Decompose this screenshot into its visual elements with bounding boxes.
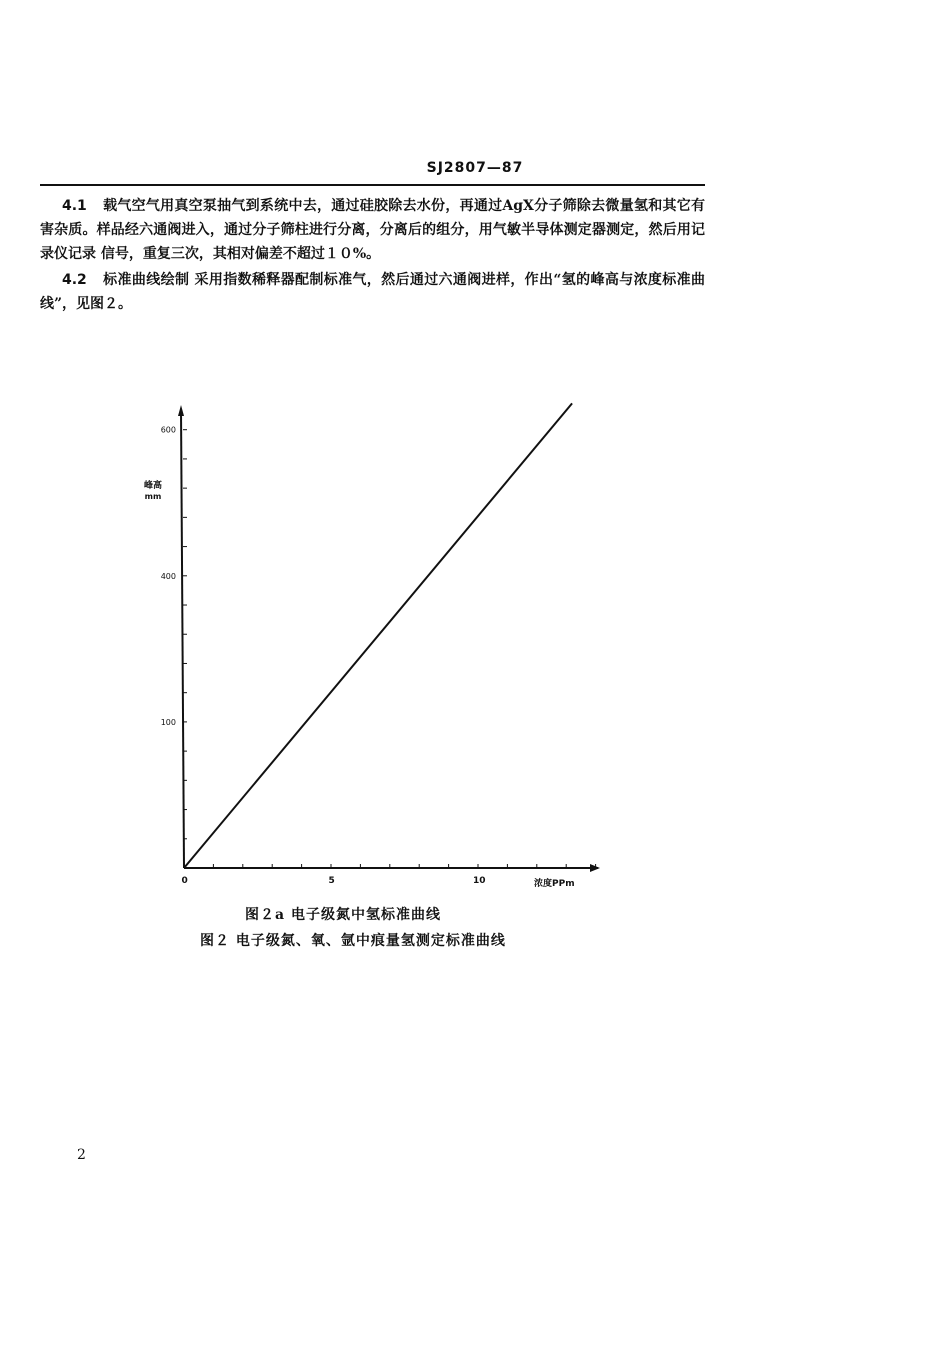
paragraph-number: 4.1 xyxy=(62,198,87,214)
x-tick-label: 10 xyxy=(473,876,486,886)
paragraph-text: 载气空气用真空泵抽气到系统中去，通过硅胶除去水份，再通过AgX分子筛除去微量氢和其它有害杂质。样品经六通阀进入，通过分子筛柱进行分离，分离后的组分，用气敏半导体测定器测定，然后用记录仪记录 信号，重复三次，其相对偏差不超过１０%。 xyxy=(40,198,705,262)
figure-caption-2a: 图２a 电子级氮中氢标准曲线 xyxy=(245,907,441,923)
y-axis xyxy=(181,410,184,868)
paragraph-text: 标准曲线绘制 采用指数稀释器配制标准气，然后通过六通阀进样，作出“氢的峰高与浓度标准曲线”，见图２。 xyxy=(40,272,705,312)
document-code: SJ2807—87 xyxy=(426,160,524,176)
y-tick-label: 400 xyxy=(160,571,176,581)
x-tick-label: 0 xyxy=(181,876,188,886)
y-axis-unit: mm xyxy=(144,492,162,501)
figure-caption-2: 图２ 电子级氮、氧、氩中痕量氢测定标准曲线 xyxy=(200,933,506,949)
y-tick-label: 600 xyxy=(160,425,176,435)
y-axis-label: 峰高 xyxy=(143,481,163,491)
page-number: 2 xyxy=(77,1147,86,1163)
y-tick-label: 100 xyxy=(160,717,176,727)
paragraph-number: 4.2 xyxy=(62,272,87,288)
x-axis-arrow xyxy=(590,864,600,872)
calibration-curve-line xyxy=(184,403,572,868)
y-axis-arrow xyxy=(178,405,184,416)
x-tick-label: 5 xyxy=(328,876,335,886)
x-axis-label: 浓度PPm xyxy=(534,879,575,889)
